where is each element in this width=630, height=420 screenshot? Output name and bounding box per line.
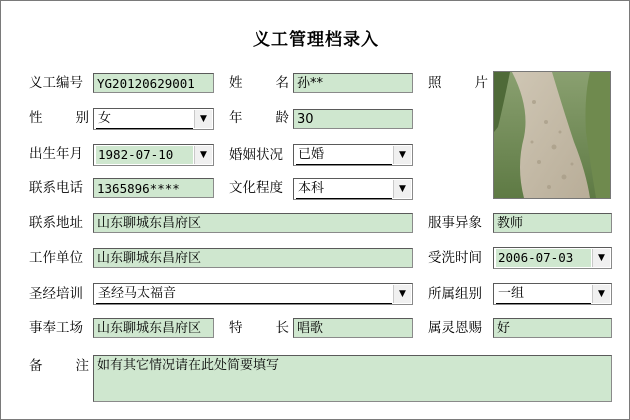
training-value: 圣经马太福音 xyxy=(96,285,392,304)
phone-field[interactable]: 1365896**** xyxy=(93,178,214,198)
training-select[interactable] xyxy=(93,283,413,305)
label-birth xyxy=(29,143,89,165)
name-field[interactable]: 孙** xyxy=(293,73,413,93)
label-address: 联系地址 xyxy=(29,215,83,231)
baptism-value: 2006-07-03 xyxy=(496,249,591,267)
label-photo xyxy=(428,72,488,94)
birth-value: 1982-07-10 xyxy=(96,146,193,164)
service-field[interactable]: 教师 xyxy=(493,213,612,233)
label-age-char2: 龄 xyxy=(275,110,289,126)
id-field[interactable]: YG20120629001 xyxy=(93,73,214,93)
education-select[interactable] xyxy=(293,178,413,200)
birth-date-picker[interactable] xyxy=(93,144,214,166)
label-skill-char2: 长 xyxy=(275,320,289,336)
label-skill-char1: 特 xyxy=(229,320,243,336)
chevron-down-icon[interactable]: ▼ xyxy=(592,249,610,267)
label-id xyxy=(29,72,89,94)
chevron-down-icon[interactable]: ▼ xyxy=(393,285,411,303)
label-id-text: 义工编号 xyxy=(29,75,83,91)
gender-value: 女 xyxy=(96,110,193,129)
label-place: 事奉工场 xyxy=(29,320,83,336)
chevron-down-icon[interactable]: ▼ xyxy=(393,180,411,198)
label-name xyxy=(229,72,289,94)
label-name-char1: 姓 xyxy=(229,75,243,91)
form-title: 义工管理档录入 xyxy=(253,30,379,50)
label-age xyxy=(229,107,289,129)
baptism-date-picker[interactable] xyxy=(493,247,612,269)
label-birth-text: 出生年月 xyxy=(29,146,83,162)
gift-field[interactable]: 好 xyxy=(493,318,612,338)
marital-select[interactable] xyxy=(293,144,413,166)
label-marital: 婚姻状况 xyxy=(229,147,283,163)
skill-field[interactable]: 唱歌 xyxy=(293,318,413,338)
label-gender xyxy=(29,107,89,129)
label-education: 文化程度 xyxy=(229,180,283,196)
chevron-down-icon[interactable]: ▼ xyxy=(194,110,212,128)
work-field[interactable]: 山东聊城东昌府区 xyxy=(93,248,413,268)
label-skill xyxy=(229,317,289,339)
address-field[interactable]: 山东聊城东昌府区 xyxy=(93,213,413,233)
marital-value: 已婚 xyxy=(296,146,392,165)
age-field[interactable]: 30 xyxy=(293,109,413,129)
label-gender-char1: 性 xyxy=(29,110,43,126)
label-baptism: 受洗时间 xyxy=(428,250,482,266)
group-value: 一组 xyxy=(496,285,591,304)
chevron-down-icon[interactable]: ▼ xyxy=(592,285,610,303)
chevron-down-icon[interactable]: ▼ xyxy=(393,146,411,164)
label-gender-char2: 别 xyxy=(75,110,89,126)
label-group: 所属组别 xyxy=(428,286,482,302)
label-gift: 属灵恩赐 xyxy=(428,320,482,336)
photo-image[interactable] xyxy=(493,71,611,199)
label-remark-char2: 注 xyxy=(75,358,89,374)
group-select[interactable] xyxy=(493,283,612,305)
gender-select[interactable] xyxy=(93,108,214,130)
label-work: 工作单位 xyxy=(29,250,83,266)
label-photo-char2: 片 xyxy=(474,75,488,91)
photo-path-picture xyxy=(494,72,610,198)
place-field[interactable]: 山东聊城东昌府区 xyxy=(93,318,214,338)
remark-textarea[interactable]: 如有其它情况请在此处简要填写 xyxy=(93,355,612,402)
label-service: 服事异象 xyxy=(428,215,482,231)
label-remark xyxy=(29,355,89,377)
education-value: 本科 xyxy=(296,180,392,199)
label-photo-char1: 照 xyxy=(428,75,442,91)
chevron-down-icon[interactable]: ▼ xyxy=(194,146,212,164)
label-name-char2: 名 xyxy=(275,75,289,91)
label-age-char1: 年 xyxy=(229,110,243,126)
label-training: 圣经培训 xyxy=(29,286,83,302)
label-phone: 联系电话 xyxy=(29,180,83,196)
label-remark-char1: 备 xyxy=(29,358,43,374)
